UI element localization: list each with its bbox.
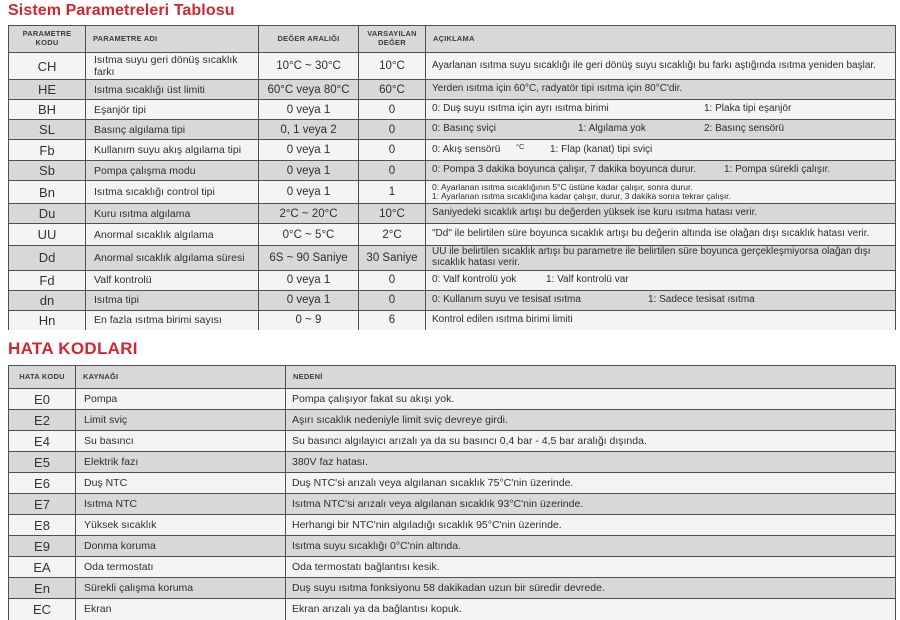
param-desc: "Dd" ile belirtilen süre boyunca sıcaklık artışı bu değerin altında ise olağan dışı sıcaklık hatası verir. (426, 224, 896, 246)
param-desc: UU ile belirtilen sıcaklık artışı bu parametre ile belirtilen süre boyunca gerçekleşmiyorsa olağan dışı sıcaklık hatası verir. (426, 246, 896, 271)
param-row-Dd (9, 246, 896, 271)
error-table (8, 365, 896, 620)
param-default: 0 (359, 120, 426, 140)
param-name: Anormal sıcaklık algılama süresi (86, 246, 259, 271)
param-range: 0 veya 1 (259, 100, 359, 120)
param-default: 1 (359, 181, 426, 204)
param-desc: 0: Ayarlanan ısıtma sıcaklığının 5°C üstüne kadar çalışır, sonra durur. 1: Ayarlanan ısıtma sıcaklığına kadar çalışır, durur, 3 dakika sonra tekrar çalışır. (426, 181, 896, 204)
error-code: EA (9, 557, 76, 578)
param-default: 0 (359, 290, 426, 310)
param-desc: Kontrol edilen ısıtma birimi limiti (426, 310, 896, 330)
error-source: Duş NTC (76, 473, 286, 494)
param-name: En fazla ısıtma birimi sayısı (86, 310, 259, 330)
error-table-title: HATA KODLARI (8, 339, 138, 358)
error-row-E2 (9, 410, 896, 431)
param-code: Bn (9, 181, 86, 204)
param-range: 0 ~ 9 (259, 310, 359, 330)
param-code: dn (9, 290, 86, 310)
error-header-row (9, 366, 896, 389)
param-code: BH (9, 100, 86, 120)
param-name: Basınç algılama tipi (86, 120, 259, 140)
error-row-E4 (9, 431, 896, 452)
error-source: Limit sviç (76, 410, 286, 431)
error-reason: Pompa çalışıyor fakat su akışı yok. (286, 389, 896, 410)
param-desc: Yerden ısıtma için 60°C, radyatör tipi ısıtma için 80°C'dir. (426, 80, 896, 100)
param-range: 0 veya 1 (259, 140, 359, 161)
error-code: E4 (9, 431, 76, 452)
param-desc: 0: Basınç sviçi 1: Algılama yok 2: Basınç sensörü (426, 120, 896, 140)
param-row-Hn (9, 310, 896, 330)
param-desc: 0: Pompa 3 dakika boyunca çalışır, 7 dakika boyunca durur. 1: Pompa sürekli çalışır. (426, 161, 896, 181)
error-header-kaynagi: KAYNAĞI (76, 366, 286, 389)
param-row-Fb (9, 140, 896, 161)
param-code: Hn (9, 310, 86, 330)
param-code: UU (9, 224, 86, 246)
param-default: 10°C (359, 53, 426, 80)
param-name: Pompa çalışma modu (86, 161, 259, 181)
param-desc: 0: Kullanım suyu ve tesisat ısıtma 1: Sadece tesisat ısıtma (426, 290, 896, 310)
error-row-E8 (9, 515, 896, 536)
error-header-kodu: HATA KODU (9, 366, 76, 389)
param-range: 10°C ~ 30°C (259, 53, 359, 80)
error-row-E9 (9, 536, 896, 557)
error-reason: Oda termostatı bağlantısı kesik. (286, 557, 896, 578)
param-default: 30 Saniye (359, 246, 426, 271)
error-row-EC (9, 599, 896, 620)
param-row-HE (9, 80, 896, 100)
error-source: Su basıncı (76, 431, 286, 452)
param-row-Bn (9, 181, 896, 204)
param-row-Fd (9, 270, 896, 290)
error-reason: Aşırı sıcaklık nedeniyle limit sviç devreye girdi. (286, 410, 896, 431)
error-reason: Herhangi bir NTC'nin algıladığı sıcaklık 95°C'nin üzerinde. (286, 515, 896, 536)
param-code: Fb (9, 140, 86, 161)
param-header-aciklama: AÇIKLAMA (426, 26, 896, 53)
param-range: 0 veya 1 (259, 181, 359, 204)
param-name: Isıtma tipi (86, 290, 259, 310)
param-header-aralik: DEĞER ARALIĞI (259, 26, 359, 53)
param-name: Isıtma sıcaklığı control tipi (86, 181, 259, 204)
error-reason: Duş suyu ısıtma fonksiyonu 58 dakikadan uzun bir süredir devrede. (286, 578, 896, 599)
error-code: E2 (9, 410, 76, 431)
param-row-CH (9, 53, 896, 80)
error-source: Donma koruma (76, 536, 286, 557)
error-header-nedeni: NEDENİ (286, 366, 896, 389)
param-desc: 0: Valf kontrolü yok 1: Valf kontrolü var (426, 270, 896, 290)
error-row-E7 (9, 494, 896, 515)
param-desc: Ayarlanan ısıtma suyu sıcaklığı ile geri dönüş suyu sıcaklığı bu farkı aştığında ısıtma yeniden başlar. (426, 53, 896, 80)
param-name: Eşanjör tipi (86, 100, 259, 120)
param-default: 0 (359, 100, 426, 120)
param-range: 6S ~ 90 Saniye (259, 246, 359, 271)
param-code: Fd (9, 270, 86, 290)
error-row-E6 (9, 473, 896, 494)
param-row-Du (9, 204, 896, 224)
param-range: 0 veya 1 (259, 270, 359, 290)
error-source: Elektrik fazı (76, 452, 286, 473)
param-range: 2°C ~ 20°C (259, 204, 359, 224)
error-reason: Ekran arızalı ya da bağlantısı kopuk. (286, 599, 896, 620)
error-reason: 380V faz hatası. (286, 452, 896, 473)
error-code: E6 (9, 473, 76, 494)
param-name: Anormal sıcaklık algılama (86, 224, 259, 246)
param-header-varsayilan: VARSAYILAN DEĞER (359, 26, 426, 53)
param-default: 60°C (359, 80, 426, 100)
param-table (8, 25, 896, 330)
error-row-E5 (9, 452, 896, 473)
param-default: 0 (359, 161, 426, 181)
param-table-title: Sistem Parametreleri Tablosu (8, 2, 235, 19)
param-desc: 0: Akış sensörü °C 1: Flap (kanat) tipi sviçi (426, 140, 896, 161)
param-default: 2°C (359, 224, 426, 246)
error-row-EA (9, 557, 896, 578)
param-name: Kullanım suyu akış algılama tipi (86, 140, 259, 161)
param-code: HE (9, 80, 86, 100)
param-row-Sb (9, 161, 896, 181)
param-default: 0 (359, 270, 426, 290)
param-row-SL (9, 120, 896, 140)
error-code: E0 (9, 389, 76, 410)
param-code: Sb (9, 161, 86, 181)
param-code: Du (9, 204, 86, 224)
param-range: 0 veya 1 (259, 161, 359, 181)
error-code: E8 (9, 515, 76, 536)
param-name: Valf kontrolü (86, 270, 259, 290)
param-name: Kuru ısıtma algılama (86, 204, 259, 224)
error-reason: Su basıncı algılayıcı arızalı ya da su basıncı 0,4 bar - 4,5 bar aralığı dışında. (286, 431, 896, 452)
error-source: Pompa (76, 389, 286, 410)
error-code: E5 (9, 452, 76, 473)
param-header-kodu: PARAMETRE KODU (9, 26, 86, 53)
error-row-En (9, 578, 896, 599)
param-default: 10°C (359, 204, 426, 224)
error-reason: Isıtma NTC'si arızalı veya algılanan sıcaklık 93°C'nin üzerinde. (286, 494, 896, 515)
error-code: E7 (9, 494, 76, 515)
error-source: Yüksek sıcaklık (76, 515, 286, 536)
param-desc: Saniyedeki sıcaklık artışı bu değerden yüksek ise kuru ısıtma hatası verir. (426, 204, 896, 224)
param-row-dn (9, 290, 896, 310)
param-name: Isıtma sıcaklığı üst limiti (86, 80, 259, 100)
param-range: 0 veya 1 (259, 290, 359, 310)
param-name: Isıtma suyu geri dönüş sıcaklık farkı (86, 53, 259, 80)
error-source: Sürekli çalışma koruma (76, 578, 286, 599)
param-default: 6 (359, 310, 426, 330)
param-range: 60°C veya 80°C (259, 80, 359, 100)
error-code: E9 (9, 536, 76, 557)
param-header-adi: PARAMETRE ADI (86, 26, 259, 53)
error-source: Ekran (76, 599, 286, 620)
param-range: 0°C ~ 5°C (259, 224, 359, 246)
param-row-BH (9, 100, 896, 120)
error-row-E0 (9, 389, 896, 410)
param-range: 0, 1 veya 2 (259, 120, 359, 140)
error-source: Oda termostatı (76, 557, 286, 578)
param-code: CH (9, 53, 86, 80)
error-reason: Isıtma suyu sıcaklığı 0°C'nin altında. (286, 536, 896, 557)
param-default: 0 (359, 140, 426, 161)
param-header-row (9, 26, 896, 53)
param-desc: 0: Duş suyu ısıtma için ayrı ısıtma birimi 1: Plaka tipi eşanjör (426, 100, 896, 120)
error-reason: Duş NTC'si arızalı veya algılanan sıcaklık 75°C'nin üzerinde. (286, 473, 896, 494)
param-code: Dd (9, 246, 86, 271)
error-code: En (9, 578, 76, 599)
error-code: EC (9, 599, 76, 620)
param-row-UU (9, 224, 896, 246)
error-source: Isıtma NTC (76, 494, 286, 515)
param-code: SL (9, 120, 86, 140)
